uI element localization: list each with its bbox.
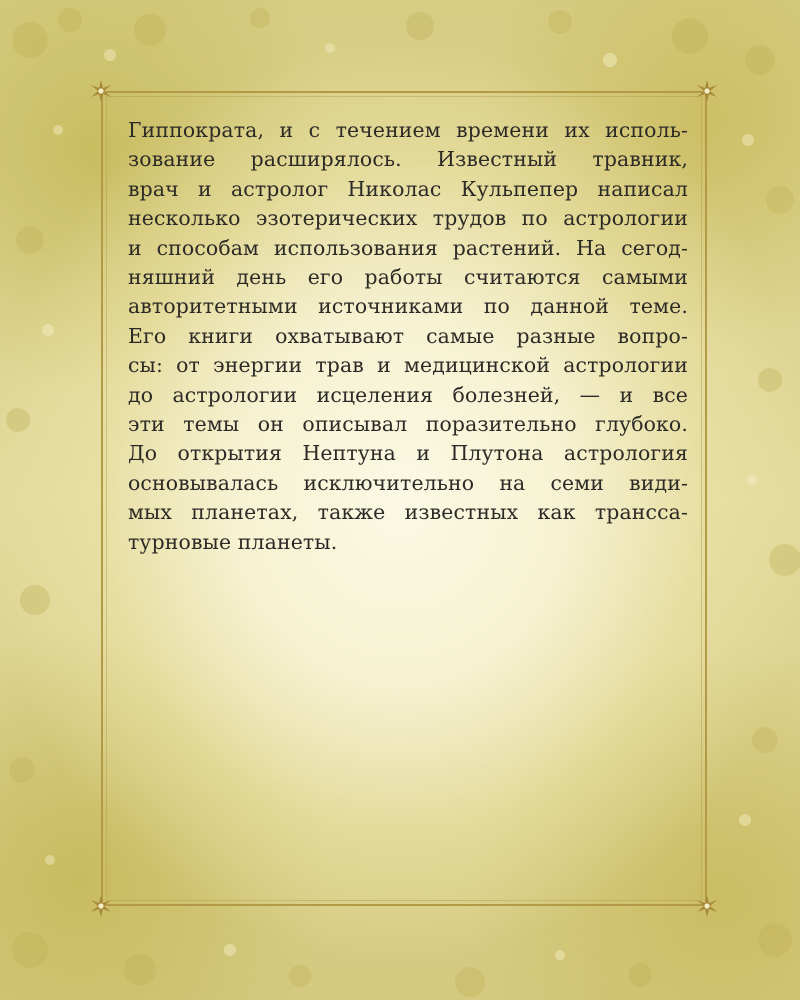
text-line: Гиппократа, и с течением времени их исполь- [128, 118, 688, 142]
ornament-star-icon [695, 894, 719, 918]
text-line: до астрологии исцеления болезней, — и все [128, 382, 688, 407]
text-line: Его книги охватывают самые разные вопро- [128, 323, 688, 348]
text-line: турновые планеты. [128, 529, 338, 554]
text-line: мых планетах, также известных как трансса- [128, 500, 688, 525]
text-line: авторитетными источниками по данной теме. [128, 294, 688, 319]
text-line: врач и астролог Николас Кульпепер написал [128, 176, 688, 201]
text-line: и способам использования растений. На сегод- [128, 235, 688, 260]
text-line: сы: от энергии трав и медицинской астрологии [128, 353, 688, 378]
text-line: няшний день его работы считаются самыми [128, 265, 688, 290]
body-text [128, 116, 688, 557]
text-line: До открытия Нептуна и Плутона астрология [128, 441, 688, 466]
ornament-star-icon [695, 79, 719, 103]
ornament-star-icon [89, 79, 113, 103]
ornament-star-icon [89, 894, 113, 918]
text-line: основывалась исключительно на семи види- [128, 470, 688, 495]
text-line: эти темы он описывал поразительно глубоко. [128, 412, 688, 437]
text-line: несколько эзотерических трудов по астрологии [128, 206, 688, 231]
text-line: зование расширялось. Известный травник, [128, 147, 688, 172]
